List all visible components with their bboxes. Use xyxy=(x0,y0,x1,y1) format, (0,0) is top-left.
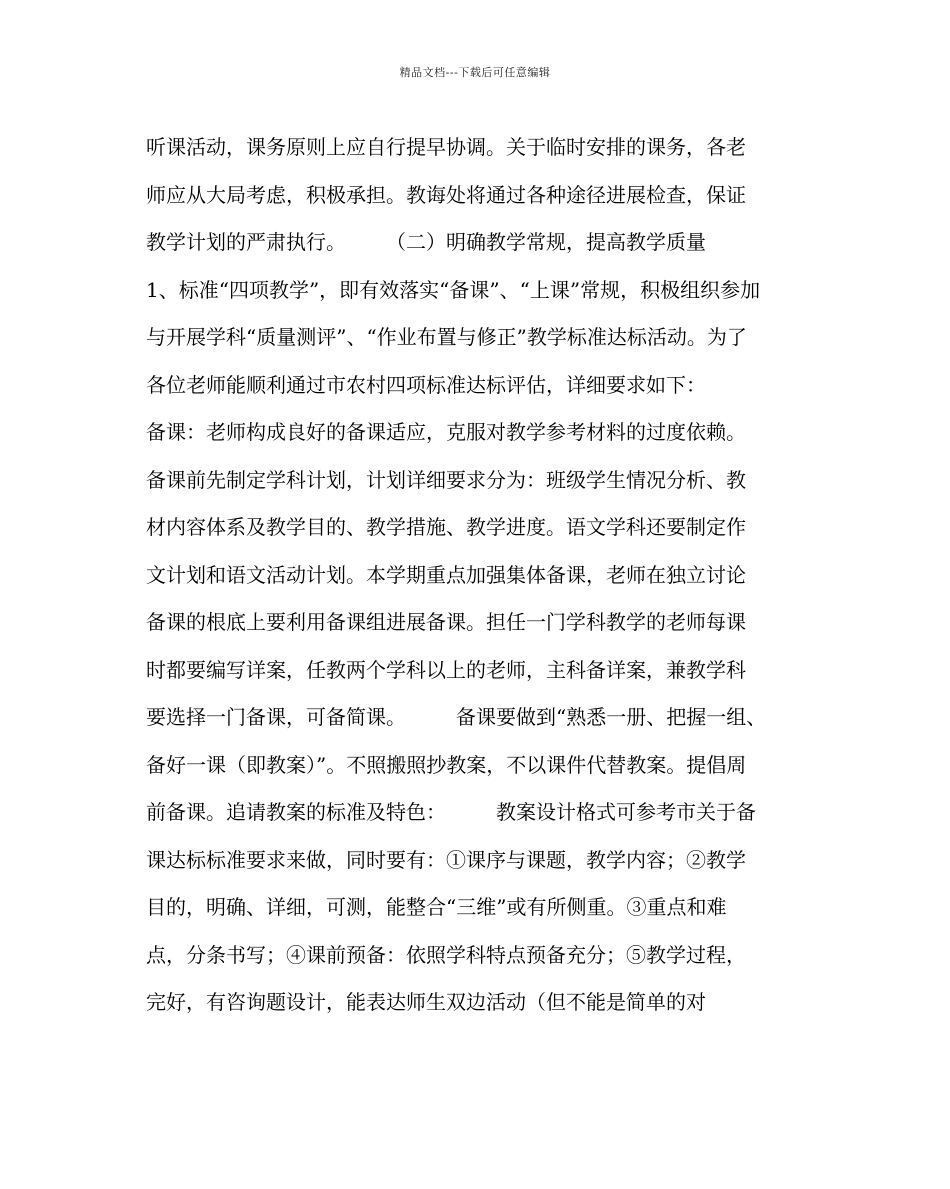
body-line: 前备课。追请教案的标准及特色： 教案设计格式可参考市关于备 xyxy=(146,800,756,824)
body-line: 与开展学科“质量测评”、“作业布置与修正”教学标准达标活动。为了 xyxy=(146,325,747,349)
body-line: 课达标标准要求来做，同时要有：①课序与课题，教学内容；②教学 xyxy=(146,847,746,872)
body-line: 备课前先制定学科计划，计划详细要求分为：班级学生情况分析、教 xyxy=(146,467,746,492)
document-body xyxy=(146,124,816,1027)
body-line: 听课活动，课务原则上应自行提早协调。关于临时安排的课务，各老 xyxy=(146,135,746,159)
body-line: 教学计划的严肃执行。 （二）明确教学常规，提高教学质量 xyxy=(146,230,706,254)
body-line: 要选择一门备课，可备简课。 备课要做到“熟悉一册、把握一组、 xyxy=(146,705,767,729)
body-line: 目的，明确、详细，可测，能整合“三维”或有所侧重。③重点和难 xyxy=(146,895,727,919)
page-header: 精品文档---下载后可任意编辑 xyxy=(399,66,551,79)
body-line: 材内容体系及教学目的、教学措施、教学进度。语文学科还要制定作 xyxy=(146,515,746,539)
body-line: 时都要编写详案，任教两个学科以上的老师，主科备详案，兼教学科 xyxy=(146,657,746,682)
body-line: 备课的根底上要利用备课组进展备课。担任一门学科教学的老师每课 xyxy=(146,610,746,634)
body-line: 师应从大局考虑，积极承担。教诲处将通过各种途径进展检查，保证 xyxy=(146,182,746,207)
body-line: 1、标准“四项教学”，即有效落实“备课”、“上课”常规，积极组织参加 xyxy=(146,277,761,302)
body-line: 各位老师能顺利通过市农村四项标准达标评估，详细要求如下： xyxy=(146,372,706,397)
body-line: 文计划和语文活动计划。本学期重点加强集体备课，老师在独立讨论 xyxy=(146,562,746,587)
body-line: 完好，有咨询题设计，能表达师生双边活动（但不能是简单的对 xyxy=(146,990,706,1014)
body-line: 备课：老师构成良好的备课适应，克服对教学参考材料的过度依赖。 xyxy=(146,420,746,444)
body-line: 点，分条书写；④课前预备：依照学科特点预备充分；⑤教学过程， xyxy=(146,942,746,967)
body-line: 备好一课（即教案）”。不照搬照抄教案，不以课件代替教案。提倡周 xyxy=(146,752,747,777)
